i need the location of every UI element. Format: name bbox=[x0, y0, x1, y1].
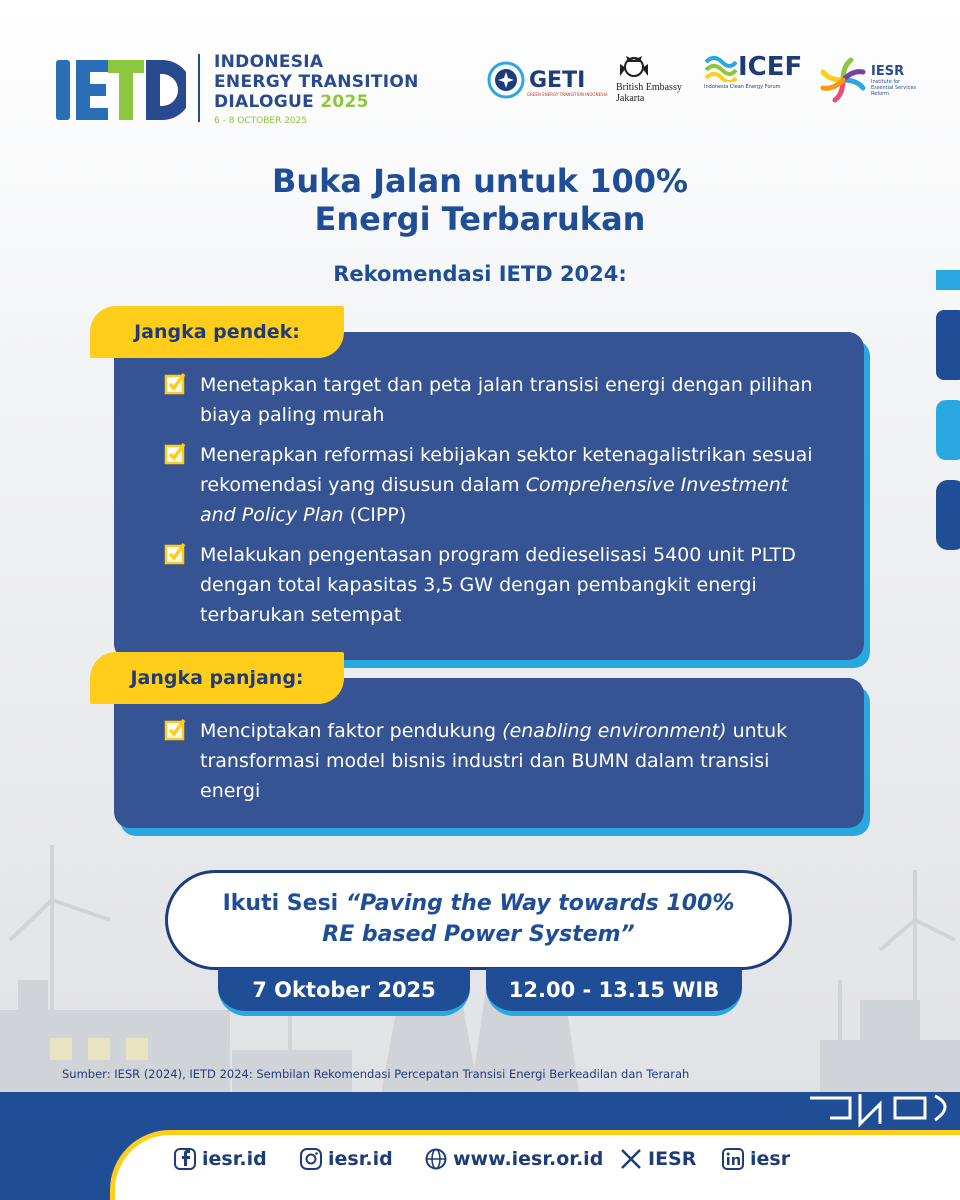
long-term-item-1-post: untuk transformasi model bisnis industri dan BUMN dalam transisi energi bbox=[200, 720, 788, 802]
british-embassy-logo bbox=[616, 52, 682, 108]
geti-emblem-icon bbox=[487, 61, 525, 99]
event-year: 2025 bbox=[320, 92, 369, 112]
linkedin-handle: iesr bbox=[750, 1148, 791, 1170]
linkedin-icon bbox=[722, 1148, 744, 1170]
short-term-item-2 bbox=[165, 440, 825, 530]
short-term-item-2-pre: Menerapkan reformasi kebijakan sektor ketenagalistrikan sesuai rekomendasi yang disusun dalam bbox=[200, 444, 813, 496]
british-embassy-line2: Jakarta bbox=[616, 93, 645, 104]
instagram-handle: iesr.id bbox=[328, 1148, 393, 1170]
geti-subtext: GREEN ENERGY TRANSITION INDONESIA bbox=[527, 92, 608, 97]
event-title-line2: ENERGY TRANSITION bbox=[214, 72, 419, 92]
geti-logo bbox=[487, 52, 608, 108]
event-dates: 6 - 8 OCTOBER 2025 bbox=[214, 116, 308, 126]
session-title-line2: RE based Power System” bbox=[322, 922, 635, 947]
x-link[interactable] bbox=[620, 1148, 696, 1170]
session-text bbox=[165, 888, 792, 950]
long-term-item-1-pre: Menciptakan faktor pendukung bbox=[200, 720, 503, 742]
iesr-sub-line3: Reform bbox=[871, 90, 889, 97]
x-handle: IESR bbox=[648, 1148, 697, 1170]
short-term-label: Jangka pendek: bbox=[90, 306, 344, 358]
session-date: 7 Oktober 2025 bbox=[218, 968, 470, 1016]
facebook-handle: iesr.id bbox=[202, 1148, 267, 1170]
icef-logo bbox=[704, 52, 802, 108]
linkedin-link[interactable] bbox=[722, 1148, 790, 1170]
short-term-item-1-text: Menetapkan target dan peta jalan transisi energi dengan pilihan biaya paling murah bbox=[200, 374, 813, 426]
session-prefix: Ikuti Sesi bbox=[222, 891, 346, 916]
short-term-item-2-italic: Comprehensive Investment and Policy Plan bbox=[200, 474, 789, 526]
source-note: Sumber: IESR (2024), IETD 2024: Sembilan Rekomendasi Percepatan Transisi Energi Berkeadilan dan Terarah bbox=[62, 1067, 690, 1081]
iesr-logo bbox=[818, 52, 916, 108]
short-term-item-2-post: (CIPP) bbox=[343, 504, 407, 526]
checkbox-icon bbox=[165, 445, 184, 464]
facebook-icon bbox=[174, 1148, 196, 1170]
page-title-line1: Buka Jalan untuk 100% bbox=[271, 162, 689, 200]
long-term-item-1-italic: (enabling environment) bbox=[502, 720, 727, 742]
website-url: www.iesr.or.id bbox=[453, 1148, 604, 1170]
checkbox-icon bbox=[165, 375, 184, 394]
session-time: 12.00 - 13.15 WIB bbox=[486, 968, 742, 1016]
short-term-item-1 bbox=[165, 370, 825, 430]
event-title bbox=[214, 52, 419, 112]
footer-pattern bbox=[800, 1088, 960, 1132]
iesr-sub-line1: Institute for bbox=[871, 78, 901, 85]
iesr-flower-icon bbox=[818, 55, 868, 105]
checkbox-icon bbox=[165, 721, 184, 740]
website-link[interactable] bbox=[425, 1148, 603, 1170]
facebook-link[interactable] bbox=[174, 1148, 267, 1170]
royal-crest-icon bbox=[616, 52, 652, 82]
icef-text: ICEF bbox=[738, 52, 803, 82]
british-embassy-line1: British Embassy bbox=[616, 82, 682, 93]
instagram-icon bbox=[300, 1148, 322, 1170]
x-icon bbox=[620, 1148, 642, 1170]
event-title-line1: INDONESIA bbox=[214, 52, 324, 72]
long-term-item-1 bbox=[165, 716, 825, 806]
icef-wave-icon bbox=[704, 52, 738, 82]
side-decoration bbox=[930, 270, 960, 560]
long-term-item-1-text bbox=[200, 716, 820, 806]
checkbox-icon bbox=[165, 545, 184, 564]
instagram-link[interactable] bbox=[300, 1148, 393, 1170]
page-title-line2: Energi Terbarukan bbox=[314, 200, 646, 238]
geti-text: GETI bbox=[529, 67, 586, 93]
globe-icon bbox=[425, 1148, 447, 1170]
iesr-sub-line2: Essential Services bbox=[871, 84, 917, 91]
header-divider bbox=[198, 54, 200, 122]
session-title-line1: “Paving the Way towards 100% bbox=[345, 891, 735, 916]
event-title-line3: DIALOGUE bbox=[214, 92, 315, 112]
icef-subtext: Indonesia Clean Energy Forum bbox=[704, 84, 781, 90]
short-term-item-3 bbox=[165, 540, 825, 630]
short-term-item-3-text: Melakukan pengentasan program dedieselisasi 5400 unit PLTD dengan total kapasitas 3,5 GW dengan pembangkit energi terbarukan setempat bbox=[200, 544, 796, 626]
ietd-logo bbox=[56, 56, 186, 124]
iesr-text: IESR bbox=[871, 63, 905, 79]
page-title bbox=[0, 162, 960, 238]
long-term-label: Jangka panjang: bbox=[90, 652, 344, 704]
page-subtitle: Rekomendasi IETD 2024: bbox=[333, 262, 627, 286]
short-term-item-2-text bbox=[200, 440, 820, 530]
